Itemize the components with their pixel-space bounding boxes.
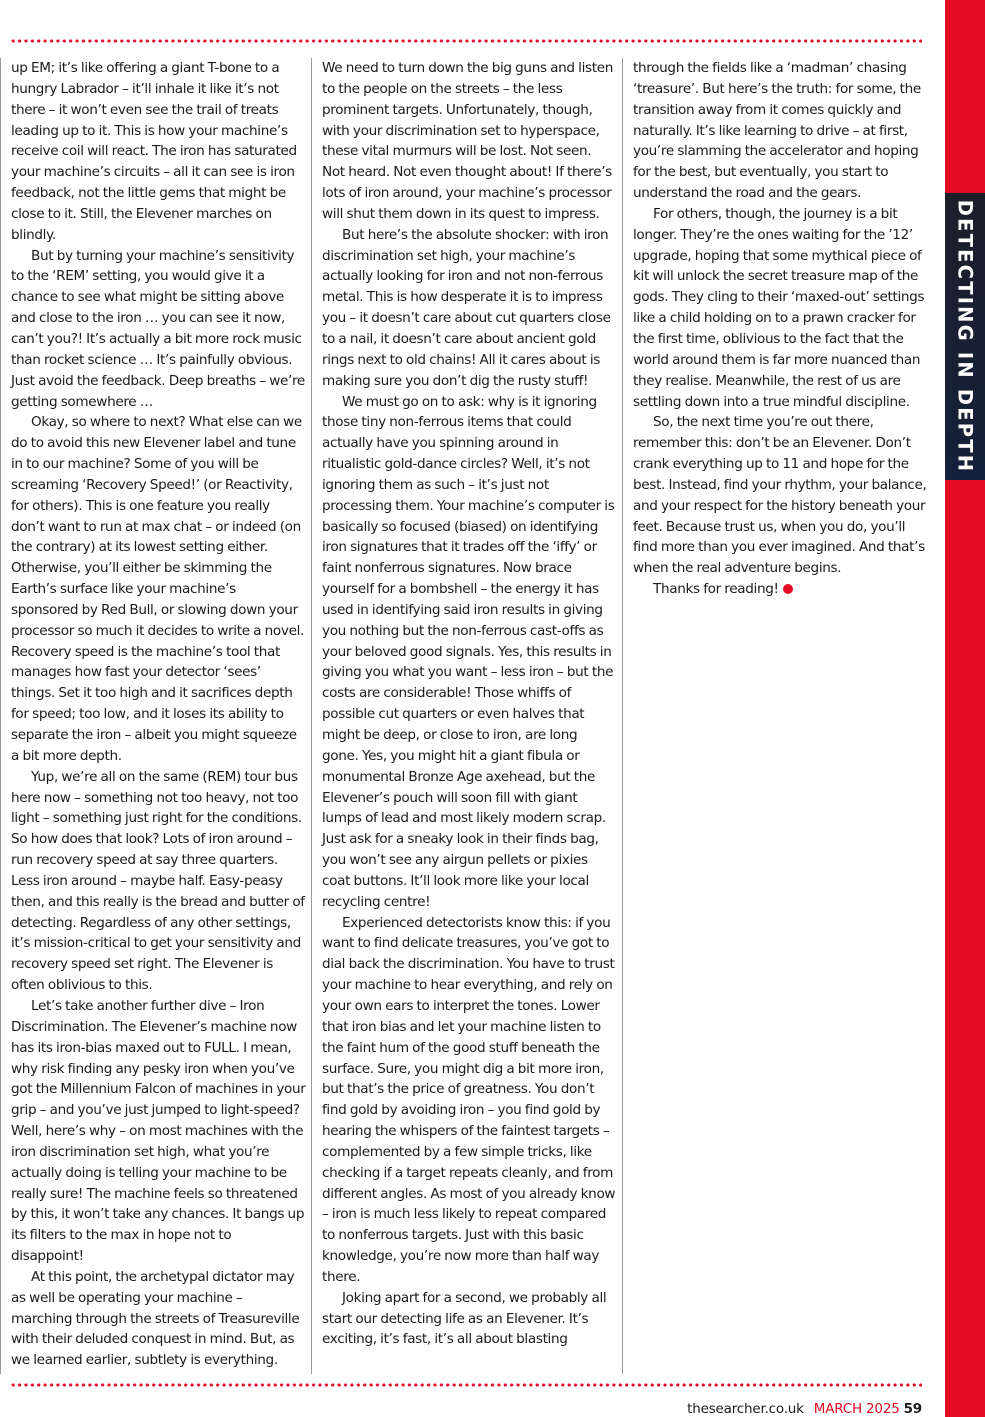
paragraph: For others, though, the journey is a bit longer. They’re the ones waiting for the ’12’ upgrade, hoping that some mythical piece of kit will unlock the secret treasure map of the gods. They cling to their ‘maxed-out’ settings like a child holding on to a prawn cracker for the first time, oblivious to the fact that the world around them is far more nuanced than they realise. Meanwhile, the rest of us are settling down into a true mindful discipline. bbox=[633, 205, 925, 410]
paragraph: through the fields like a ‘madman’ chasing ‘treasure’. But here’s the truth: for some, the transition away from it comes quickly and naturally. It’s like learning to drive – at first, you’re slamming the accelerator and hoping for the best, but eventually, you start to understand the road and the gears. bbox=[633, 60, 921, 202]
end-of-article-dot-icon bbox=[783, 584, 793, 594]
paragraph: At this point, the archetypal dictator may as well be operating your machine – marching through the streets of Treasureville with their deluded conquest in mind. But, as we learned earlier, subtlety is everything. bbox=[11, 1268, 300, 1369]
section-label-box bbox=[945, 193, 985, 480]
footer-website: thesearcher.co.uk bbox=[687, 1401, 804, 1417]
article-column-3 bbox=[622, 58, 928, 1374]
page-footer bbox=[687, 1401, 922, 1417]
footer-issue-date: MARCH 2025 bbox=[813, 1401, 900, 1417]
page-number: 59 bbox=[903, 1401, 922, 1417]
closing-text: Thanks for reading! bbox=[653, 581, 779, 598]
top-dotted-rule bbox=[10, 39, 922, 43]
article-column-2 bbox=[311, 58, 617, 1374]
closing-paragraph bbox=[633, 579, 928, 600]
paragraph: Let’s take another further dive – Iron Discrimination. The Elevener’s machine now has its iron-bias maxed out to FULL. I mean, why risk finding any pesky iron when you’ve got the Millennium Falcon of machines in your grip – and you’ve just jumped to light-speed? Well, here’s why – on most machines with the iron discrimination set high, what you’re actually doing is telling your machine to be really sure! The machine feels so threatened by this, it won’t take any chances. It bangs up its filters to the max in hope not to disappoint! bbox=[11, 997, 306, 1265]
paragraph: We need to turn down the big guns and listen to the people on the streets – the less prominent targets. Unfortunately, though, with your discrimination set to hyperspace, these vital murmurs will be lost. Not seen. Not heard. Not even thought about! If there’s lots of iron around, your machine’s processor will shut them down in its quest to impress. bbox=[322, 60, 614, 222]
paragraph: Yup, we’re all on the same (REM) tour bus here now – something not too heavy, not too light – something just right for the conditions. So how does that look? Lots of iron around – run recovery speed at say three quarters. Less iron around – maybe half. Easy-peasy then, and this really is the bread and butter of detecting. Regardless of any other settings, it’s mission-critical to get your sensitivity and recovery speed set right. The Elevener is often oblivious to this. bbox=[11, 768, 305, 994]
paragraph: Joking apart for a second, we probably all start our detecting life as an Elevener. It’s exciting, it’s fast, it’s all about blasting bbox=[322, 1289, 607, 1348]
bottom-dotted-rule bbox=[10, 1383, 922, 1387]
paragraph: But here’s the absolute shocker: with iron discrimination set high, your machine’s actually looking for iron and not non-ferrous metal. This is how desperate it is to impress you – it doesn’t care about cut quarters close to a nail, it doesn’t care about ancient gold rings next to old chains! All it cares about is making sure you don’t dig the rusty stuff! bbox=[322, 226, 611, 389]
paragraph: We must go on to ask: why is it ignoring those tiny non-ferrous items that could actually have you spinning around in ritualistic gold-dance circles? Well, it’s not ignoring them as such – it’s just not processing them. Your machine’s computer is basically so focused (biased) on identifying iron signatures that it trades off the ‘iffy’ or faint nonferrous signatures. Now brace yourself for a bombshell – the energy it has used in identifying said iron results in giving you nothing but the non-ferrous cast-offs as your beloved good signals. Yes, this results in giving you what you want – less iron – but the costs are considerable! Those whiffs of possible cut quarters or even halves that might be deep, or close to iron, are long gone. Yes, you might hit a giant fibula or monumental Bronze Age axehead, but the Elevener’s pouch will soon fill with giant lumps of lead and most likely modern scrap. Just ask for a sneaky look in their finds bag, you won’t see any airgun pellets or pixies coat buttons. It’ll look more like your local recycling centre! bbox=[322, 393, 615, 910]
paragraph: Okay, so where to next? What else can we do to avoid this new Elevener label and tune in to our machine? Some of you will be screaming ‘Recovery Speed!’ (or Reactivity, for others). This is one feature you really don’t want to run at max chat – or indeed (on the contrary) at its lowest setting either. Otherwise, you’ll either be skimming the Earth’s surface like your machine’s sponsored by Red Bull, or slowing down your processor so much it decides to write a novel. Recovery speed is the machine’s tool that manages how fast your detector ‘sees’ things. Set it too high and it sacrifices depth for speed; too low, and it loses its ability to separate the iron – albeit you might squeeze a bit more depth. bbox=[11, 414, 304, 764]
paragraph: But by turning your machine’s sensitivity to the ‘REM’ setting, you would give it a chance to see what might be sitting above and close to the iron … you can see it now, can’t you?! It’s actually a bit more rock music than rocket science … It’s painfully obvious. Just avoid the feedback. Deep breaths – we’re getting somewhere … bbox=[11, 247, 305, 410]
section-label: DETECTING IN DEPTH bbox=[953, 199, 977, 474]
article-column-1 bbox=[0, 58, 306, 1374]
paragraph: Experienced detectorists know this: if you want to find delicate treasures, you’ve got to dial back the discrimination. You have to trust your machine to hear everything, and rely on your own ears to interpret the tones. Lower that iron bias and let your machine listen to the faint hum of the good stuff beneath the surface. Sure, you might dig a bit more iron, but that’s the price of greatness. You don’t find gold by avoiding iron – you find gold by hearing the whispers of the faintest targets – complemented by a few simple tricks, like checking if a target repeats cleanly, and from different angles. As most of you already know – iron is much less likely to repeat compared to nonferrous targets. Just with this basic knowledge, you’re now more than half way there. bbox=[322, 914, 616, 1285]
paragraph: up EM; it’s like offering a giant T-bone to a hungry Labrador – it’ll inhale it like it’s not there – it won’t even see the trail of treats leading up to it. This is how your machine’s receive coil will react. The iron has saturated your machine’s circuits – all it can see is iron feedback, not the little gems that might be close to it. Still, the Elevener marches on blindly. bbox=[11, 60, 297, 243]
paragraph: So, the next time you’re out there, remember this: don’t be an Elevener. Don’t crank everything up to 11 and hope for the best. Instead, find your rhythm, your balance, and your respect for the history beneath your feet. Because trust us, when you do, you’ll find more than you ever imagined. And that’s when the real adventure begins. bbox=[633, 414, 927, 577]
